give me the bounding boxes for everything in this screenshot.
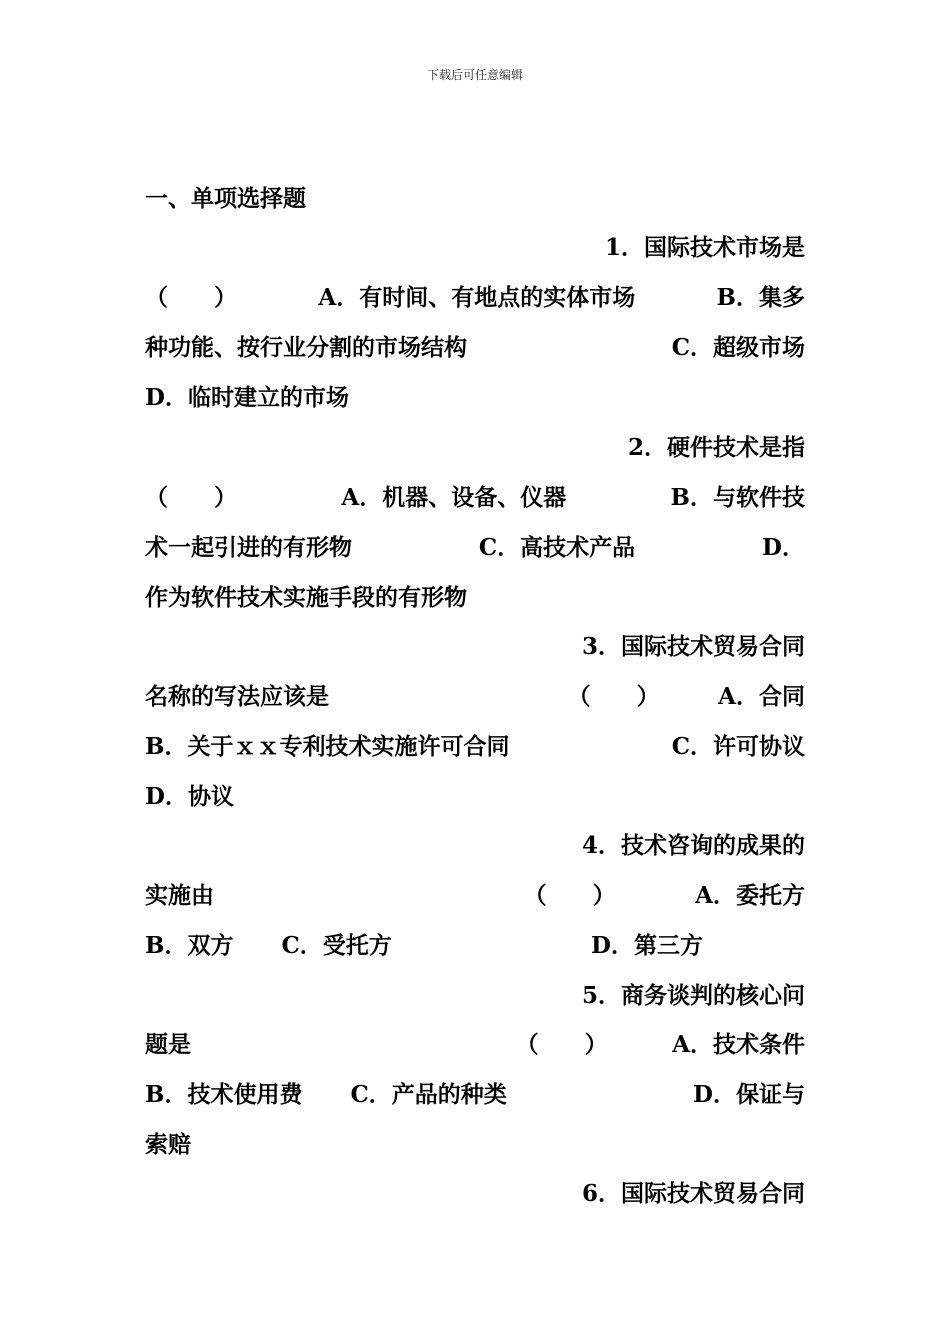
question-1-stem: 1．国际技术市场是: [604, 234, 805, 261]
option-b: B．集多: [716, 284, 805, 311]
answer-paren: （ ）: [567, 683, 660, 710]
question-4-options-bc: [145, 931, 392, 961]
option-d: D．: [762, 534, 805, 561]
answer-paren: （ ）: [145, 284, 237, 311]
option-a: A．合同: [718, 683, 805, 710]
option-a: A．有时间、有地点的实体市场: [318, 284, 636, 311]
option-d: D．临时建立的市场: [145, 384, 349, 411]
question-1-line-3: [145, 333, 805, 363]
question-3-line-2: [145, 682, 805, 712]
question-stem-continued: 实施由: [145, 882, 214, 909]
question-5-options-bc: [145, 1080, 507, 1110]
question-2-line-2: [145, 483, 805, 513]
option-c: C．许可协议: [671, 733, 805, 760]
answer-paren: （ ）: [515, 1031, 608, 1058]
question-4-line-2: [145, 881, 805, 911]
option-a: A．机器、设备、仪器: [341, 484, 567, 511]
option-c: C．产品的种类: [350, 1081, 507, 1108]
option-d-continued: 索赔: [145, 1131, 191, 1158]
option-d-continued: 作为软件技术实施手段的有形物: [145, 584, 467, 611]
option-a: A．技术条件: [672, 1031, 805, 1058]
question-4-stem: 4．技术咨询的成果的: [581, 832, 805, 859]
question-4-line-3: [145, 931, 805, 961]
option-c: C．超级市场: [671, 334, 805, 361]
page-header-note: 下载后可任意编辑: [426, 68, 523, 82]
question-6-stem: 6．国际技术贸易合同: [581, 1180, 805, 1207]
option-c: C．高技术产品: [478, 534, 636, 561]
question-1-line-2: [145, 283, 805, 313]
option-b: B．双方: [145, 932, 234, 959]
option-b-continued: 术一起引进的有形物: [145, 534, 352, 561]
option-d: D．保证与: [693, 1081, 805, 1108]
question-5-stem: 5．商务谈判的核心问: [581, 982, 805, 1009]
question-3-line-3: [145, 732, 805, 762]
option-b: B．与软件技: [670, 484, 805, 511]
question-5-line-3: [145, 1080, 805, 1110]
question-2-line-3: [145, 533, 805, 563]
option-d: D．第三方: [591, 932, 703, 959]
question-2-stem: 2．硬件技术是指: [627, 434, 805, 461]
option-b-continued: 种功能、按行业分割的市场结构: [145, 334, 467, 361]
question-3-stem: 3．国际技术贸易合同: [581, 633, 805, 660]
option-c: C．受托方: [281, 932, 392, 959]
question-stem-continued: 题是: [145, 1031, 191, 1058]
option-a: A．委托方: [695, 882, 805, 909]
option-b: B．技术使用费: [145, 1081, 303, 1108]
question-stem-continued: 名称的写法应该是: [145, 683, 329, 710]
question-5-line-2: [145, 1030, 805, 1060]
option-b: B．关于ｘｘ专利技术实施许可合同: [145, 733, 510, 760]
answer-paren: （ ）: [145, 484, 237, 511]
option-d: D．协议: [145, 783, 234, 810]
answer-paren: （ ）: [523, 882, 616, 909]
section-title: 一、单项选择题: [145, 185, 306, 212]
